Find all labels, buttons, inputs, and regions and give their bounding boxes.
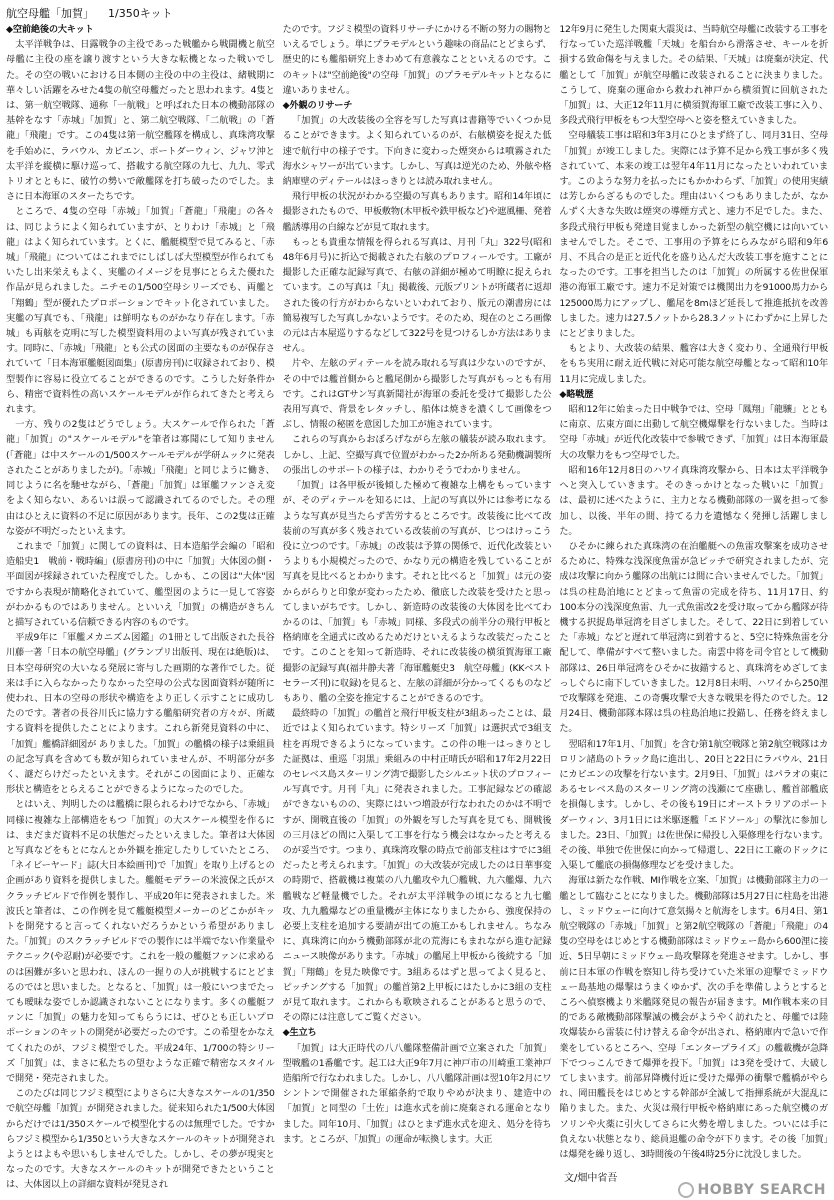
section-heading: ◆ 生立ち xyxy=(283,1025,552,1040)
paragraph: 昭和12年に始まった日中戦争では、空母「鳳翔」「龍驤」とともに南京、広東方面に出動して航空機爆撃を行ないました。当時は空母「赤城」が近代化改装中で参戦できず、「加賀」は日本海軍最大の攻撃力をもつ空母でした。 xyxy=(559,404,829,461)
text-column-2 xyxy=(283,22,552,1172)
paragraph: 一方、残りの2隻はどうでしょう。大スケールで作られた「蒼龍」「加賀」の"スケールモデル"を筆者は寡聞にして知りません(「蒼龍」は中スケールの1/500スケールモデルが学研ムックに発表されたことがありましたが)。「赤城」「飛龍」と同じように働き、同じように名を馳せながら、「蒼龍」「加賀」は軍艦ファンさえ変をよく知らない、あるいは誤って認識されてるのでした。その理由はひとえに資料の不足に原因があります。長年、この2隻は正確な姿が不明だったといえます。 xyxy=(6,419,275,537)
kit-scale: 1/350キット xyxy=(108,7,173,20)
paragraph: もとより、大改装の結果、艦容は大きく変わり、全通飛行甲板をもち実用に耐え近代戦に対応可能な航空母艦となって昭和10年11月に完成しました。 xyxy=(559,343,829,385)
page-header xyxy=(6,6,172,22)
author-credit: 文/畑中省吾 xyxy=(564,1173,618,1184)
paragraph: これらの写真からおぼろげながら左舷の艤装が読み取れます。しかし、上記、空撮写真で位置がわかった2か所ある発動機調製所の張出しのサポートの様子は、わかりそうでわかりません。 xyxy=(282,434,552,476)
paragraph: 翌昭和17年1月、「加賀」を含む第1航空戦隊と第2航空戦隊はカロリン諸島のトラック島に進出し、20日と22日にラバウル、21日にカビエンの攻撃を行ないます。2月9日、「加賀」はパラオの東にあるセレベス島のスターリング湾の浅瀬にて座礁し、艦首部艦底を損傷します。しかし、その後も19日にオーストラリアのポートダーウィン、3月1日には米駆逐艦「エドソール」の撃沈に参加しました。23日、「加賀」は佐世保に帰投し入渠修理を行ないます。その後、単独で佐世保に向かって帰還し、22日に工廠のドックに入渠して艦底の損傷修理などを受けました。 xyxy=(559,738,829,872)
section-heading: ◆ 外観のリサーチ xyxy=(283,98,552,113)
paragraph: ひそかに練られた真珠湾の在泊艦艇への魚雷攻撃案を成功させるために、特殊な浅深度魚雷が急ピッチで研究されましたが、完成は攻撃に向かう艦隊の出航には間に合いませんでした。「加賀」は呉の柱島泊地にとどまって魚雷の完成を待ち、11月17日、約100本分の浅深度魚雷、九一式魚雷改2を受け取ってから艦隊が待機する択捉島単冠湾を目ざしました。そして、22日に到着していた「赤城」などと遅れて単冠湾に到着すると、5空に特殊魚雷を分配して、準備がすべて整いました。南雲中将を司令官として機動部隊は、26日単冠湾をひそかに抜錨すると、真珠湾をめざしてまっしぐらに南下していきました。12月8日未明、ハワイから250浬で攻撃隊を発進、この奇襲攻撃で大きな戦果を得たのでした。12月24日、機動部隊本隊は呉の柱島泊地に投錨し、任務を終えました。 xyxy=(559,540,829,735)
page-title: 航空母艦「加賀」 xyxy=(6,7,94,20)
page-footer xyxy=(0,1172,834,1200)
paragraph: 片や、左舷のディテールを読み取れる写真は少ないのですが、その中では艦首側からと艦尾側から撮影した写真がもっとも有用です。これはGTサン写真新聞社が海軍の委託を受けて撮影した公表用写真で、背景をレタッチし、船体は焼きを濃くして画像をつぶし、情報の秘匿を意図した加工が施されています。 xyxy=(282,358,552,431)
paragraph: 太平洋戦争は、日露戦争の主役であった戦艦から戦闘機と航空母艦に主役の座を譲り渡すという大きな転機となった戦いでした。その空の戦いにおける日本側の主役の中の主役は、緒戦期に華々しい活躍をみせた4隻の航空母艦だったと思われます。4隻とは、第一航空戦隊、通称「一航戦」と呼ばれた日本の機動部隊の基幹をなす「赤城」「加賀」と、第二航空戦隊、「二航戦」の「蒼龍」「飛龍」です。この4隻は第一航空艦隊を構成し、真珠湾攻撃を手始めに、ラバウル、カビエン、ポートダーウィン、ジャワ沖と太平洋を縦横に駆け巡って、搭載する航空隊の九七、九九、零式トリオとともに、破竹の勢いで敵艦隊を打ち破ったのでした。まさに日本海軍のスターたちです。 xyxy=(6,39,275,203)
hobby-search-logo-icon xyxy=(678,1182,694,1198)
paragraph: 海軍は新たな作戦、MI作戦を立案、「加賀」は機動部隊主力の一艦として臨むことになりました。機動部隊は5月27日に柱島を出港し、ミッドウェーに向けて意気揚々と航海をします。6月4日、第1航空戦隊の「赤城」「加賀」と第2航空戦隊の「蒼龍」「飛龍」の4隻の空母をはじめとする機動部隊はミッドウェー島から600浬に接近、5日早朝にミッドウェー島攻撃隊を発進させます。しかし、事前に日本軍の作戦を察知し待ち受けていた米軍の迎撃でミッドウェー島基地の爆撃はうまくゆかず、次の手を準備しようとするところへ偵察機より米艦隊発見の報告が届きます。MI作戦本来の目的である敵機動部隊撃滅の機会がようやく訪れたと、母艦では陸攻爆装から雷装に付け替える命令が出され、格納庫内で急いで作業をしているところへ、空母「エンタープライズ」の艦載機が急降下でつっこんできて爆弾を投下。「加賀」は3発を受けて、大破してしまいます。前部昇降機付近に受けた爆弾の衝撃で艦橋がやられ、岡田艦長をはじめとする幹部が全滅して指揮系統が大混乱に陥りました。また、火災は飛行甲板や格納庫にあった航空機のガソリンや火薬に引火してさらに火勢を増しました。ついには手に負えない状態となり、総員退艦の命令が下ります。その後「加賀」は爆発を繰り返し、3時間後の午後4時25分に沈没しました。 xyxy=(559,875,829,1161)
paragraph: 平成9年に「軍艦メカニズム図鑑」の1冊として出版された長谷川藤一著「日本の航空母艦」(グランプリ出版刊、現在は絶版)は、日本空母研究の大いなる発展に寄与した画期的な著作でした。従来は手に入らなかったりなかった空母の公式な図面資料が随所に使われ、日本の空母の形状や構造をより正しく示すことに成功したのです。著者の長谷川氏に協力する艦船研究者の方々が、所蔵する資料を提供したことによります。これら新発見資料の中に、「加賀」艦橋詳細図が ありました。「加賀」の艦橋の様子は乗組員の記念写真を含めても数が知られていませんが、不明部分が多く、謎だらけだったといえます。それがこの図面により、正確な形状と構造をとらえることができるようになったのでした。 xyxy=(6,632,275,796)
paragraph: これまで「加賀」に関しての資料は、日本造船学会編の「昭和造船史1 戦前・戦時編」(原書房刊)の中に「加賀」大体図の側・平面図が採録されていた程度でした。しかも、この図は"大体"図ですから表現が簡略化されていて、艦型図のように一見して容姿がわかるものではありません。といいえ「加賀」の構造がきちんと描写されている信頼できる内容のものです。 xyxy=(6,540,275,628)
paragraph: とはいえ、判明したのは艦橋に限られるわけでなから、「赤城」同様に複雑な上部構造をもつ「加賀」の大スケール模型を作るには、まだまだ資料不足の状態だったといえました。筆者は大体図と写真などをもとになんとか外観を推定したりしていたところ、「ネイビーヤード」誌(大日本絵画刊)で「加賀」を取り上げるとの企画があり資料を提供しました。艦艇モデラーの米波保之氏がスクラッチビルドで作例を製作し、平成20年に発表されました。米波氏と筆者は、この作例を見て艦艇模型メーカーのどこかがキットを開発すると言ってくれないだろうかという希望がありました。「加賀」のスクラッチビルドでの製作には半端でない作業量やテクニック(や忍耐)が必要です。これを一般の艦艇ファンに求めるのは困難が多いと思われ、ほんの一握りの人が挑戦するにとどまるのではと思いました。となると、「加賀」は一般にいつまでたっても曖昧な姿でしか認識されないことになります。多くの艦艇ファンに「加賀」の魅力を知ってもらうには、ぜひとも正しいプロポーションのキットの開発が必要だったのです。この希望をかなえてくれたのが、フジミ模型でした。平成24年、1/700の特シリーズ「加賀」は、まさに私たちの望むような正確で精密なスタイルで開発・発売されました。 xyxy=(6,799,275,1085)
section-heading: ◆ 空前絶後の大キット xyxy=(6,22,275,37)
watermark-text: HOBBY SEARCH xyxy=(697,1182,826,1198)
paragraph: 「加賀」は大正時代の八八艦隊整備計画で立案された「加賀」型戦艦の1番艦です。起工は大正9年7月に神戸市の川崎重工業神戸造船所で行なわれました。しかし、八八艦隊計画は翌10年2月にワシントンで開催された軍縮条約で取りやめが決まり、建造中の「加賀」と同型の「土佐」は進水式を前に廃棄される運命となりました。同年10月、「加賀」はひとまず進水式を迎え、処分を待ちます。ところが、「加賀」の運命が転換します。大正 xyxy=(282,1042,552,1145)
paragraph: 「加賀」は各甲板が後傾した極めて複雑な上構をもっていますが、そのディテールを知るには、上記の写真以外には参考になるような写真が見当たらず苦労するところです。改装後に比べて改装前の写真が多く残されている改装前の写真が、じつはけっこう役に立つのです。「赤城」の改装は予算の関係で、近代化改装というよりも小規模だったので、かなり元の構造を残していることが写真を見比べるとわかります。それと比べると「加賀」は元の姿からがらりと印象が変わったため、徹底した改装を受けたと思ってしまいがちです。しかし、新造時の改装後の大体図を比べてわかるのは、「加賀」も「赤城」同様、多段式の前半分の飛行甲板と格納庫を全通式に改めるためだけといえるような改装だったことです。このことを知って新造時、それに改装後の横須賀海軍工廠撮影の記録写真(福井静夫著「海軍艦艇史3 航空母艦」(KKベストセラーズ刊)に収録)を見ると、左舷の詳細が分かってくるものなどもあり、艦の全姿を推定することができるのです。 xyxy=(282,480,552,704)
text-column-3 xyxy=(559,22,828,1172)
paragraph: ところで、4隻の空母「赤城」「加賀」「蒼龍」「飛龍」の各々は、同じようによく知られていますが、とりわけ「赤城」と「飛龍」はよく知られています。とくに、艦艇模型で見てみると、「赤城」「飛龍」についてはこれまでにしばしば大型模型が作られてもいたし出来栄えもよく、実艦のイメージを見事にとらえた優れた作品が見られました。ニチモの1/500空母シリーズでも、両艦と「翔鶴」型が優れたプロポーションでキット化されていました。実艦の写真でも、「飛龍」は鮮明なものがかなり存在します。「赤城」も両舷を克明に写した模型資料用のよい写真が残されています。同時に、「赤城」「飛龍」とも公式の図面の主要なものが保存されていて「日本海軍艦艇図面集」(原書房刊)に収録されており、模型製作に容易に役立てることができるのです。こうした好条件から、精密で資料性の高いスケールモデルが作られてきたと考えられます。 xyxy=(6,206,275,416)
watermark xyxy=(678,1180,826,1200)
paragraph: 12年9月に発生した関東大震災は、当時航空母艦に改装する工事を行なっていた巡洋戦艦「天城」を船台から滑落させ、キールを折損する致命傷を与えました。その結果、「天城」は廃棄が決定、代艦として「加賀」が航空母艦に改装されることに決まりました。こうして、廃棄の運命から救われ神戸から横須賀に回航された「加賀」は、大正12年11月に横須賀海軍工廠で改装工事に入り、多段式飛行甲板をもつ大型空母へと姿を整えていきました。 xyxy=(559,24,829,127)
paragraph: このたびは同じフジミ模型によりさらに大きなスケールの1/350で航空母艦「加賀」が開発されました。従来知られた1/500大体図からだけでは1/350スケールで模型化するのは無理でした。ですからフジミ模型から1/350という大きなスケールのキットが開発されようとはよもや思いもしませんでした。しかし、その夢が現実となったのです。大きなスケールのキットが開発できたということは、大体図以上の詳細な資料が発見され xyxy=(6,1088,275,1191)
paragraph: 昭和16年12月8日のハワイ真珠湾攻撃から、日本は太平洋戦争へと突入していきます。そのきっかけとなった戦いに「加賀」は、最初に述べたように、主力となる機動部隊の一翼を担って参加し、以後、半年の間、持てる力を遺憾なく発揮し活躍しました。 xyxy=(559,464,829,537)
paragraph: 飛行甲板の状況がわかる空撮の写真もあります。昭和14年頃に撮影されたもので、甲板敷物(木甲板や鉄甲板など)や遮風柵、発着艦誘導用の白線などが見て取れます。 xyxy=(282,191,552,233)
paragraph: たのです。フジミ模型の資料リサーチにかける不断の努力の賜物といえるでしょう。単にプラモデルという趣味の商品にとどまらず、歴史的にも艦船研究上きわめて有意義なことといえるのです。このキットは"空前絶後"の空母「加賀」のプラモデルキットとなるに違いありません。 xyxy=(282,24,552,96)
text-column-1 xyxy=(6,22,275,1191)
paragraph: もっとも貴重な情報を得られる写真は、月刊「丸」322号(昭和48年6月号)に折込で掲載された右舷のプロフィールです。工廠が撮影した正確な記録写真で、右舷の詳細が極めて明瞭に捉えられています。この写真は「丸」掲載後、元版プリントが所蔵者に返却された後の行方がわからないといわれており、版元の潮書房には簡易複写した写真しかないようです。そのため、現在のところ画像の元は古本屋巡りするなどして322号を見つけるしか方法はありません。 xyxy=(282,236,552,355)
paragraph: 空母艤装工事は昭和3年3月にひとまず終了し、同月31日、空母「加賀」が竣工しました。実際には予算不足から残工事が多く残されていて、本来の竣工は翌年4年11月になったといわれています。このような努力を払ったにもかかわらず、「加賀」の使用実績は芳しからざるものでした。理由はいくつもありましたが、なかんずく大きな失敗は煙突の導煙方式と、速力不足でした。また、多段式飛行甲板も発達目覚ましかった新型の航空機には向いていませんでした。そこで、工事用の予算をにらみながら昭和9年6月、不具合の是正と近代化を盛り込んだ大改装工事を施すことになったのです。工事を担当したのは「加賀」の所属する佐世保軍港の海軍工廠です。速力不足対策では機関出力を91000馬力から125000馬力にアップし、艦尾を8mほど延長して推進抵抗を改善しました。速力は27.5ノットから28.3ノットにわずかに上昇したにとどまりました。 xyxy=(559,130,829,340)
paragraph: 「加賀」の大改装後の全容を写した写真は書籍等でいくつか見ることができます。よく知られているのが、右舷横姿を捉えた低速で航行中の様子です。下向きに変わった煙突からは噴霧された海水シャワーが出ています。しかし、写真は逆光のため、外舷や格納庫壁のディテールはほっきりとは読み取れません。 xyxy=(282,115,552,188)
section-heading: ◆ 略戦歴 xyxy=(559,387,828,402)
paragraph: 最終時の「加賀」の艦首と飛行甲板支柱が3組あったことは、最近ではよく知られています。特シリーズ「加賀」は選択式で3組支柱を再現できるようになっています。この件の唯一はっきりとした証拠は、重巡「羽黒」乗組みの中村正晴氏が昭和17年2月22日のセレベス島スターリング湾で撮影したシルエット状のプロフィール写真です。月刊「丸」に発表されました。工事記録などの確認ができないものの、実際にはいつ増設が行なわれたのかは不明ですが、開戦直後の「加賀」の外観を写した写真を見ても、開戦後の三月ほどの間に入渠して工事を行なう機会はなかったと考えるのが妥当です。つまり、真珠湾攻撃の時点で前部支柱はすでに3組だったと考えられます。「加賀」の大改装が完成したのは日華事変の時期で、搭載機は複葉の八九艦攻や九〇艦戦、九六艦爆、九六艦戦など軽量機でした。それが太平洋戦争の頃になると九七艦攻、九九艦爆などの重量機が主体になりましたから、強度保持の必要上支柱を追加する要請が出ての施工かもしれません。ちなみに、真珠湾に向かう機動部隊が北の荒海にもまれながら進む記録ニュース映像があります。「赤城」の艦尾上甲板から後続する「加賀」「翔鶴」を見た映像です。3組あるはずと思ってよく見ると、ピッチングする「加賀」の艦首第2上甲板にはたしかに3組の支柱が見て取れます。これからも歌映されることがあると思うので、その際には注意してご覧ください。 xyxy=(282,708,552,1024)
